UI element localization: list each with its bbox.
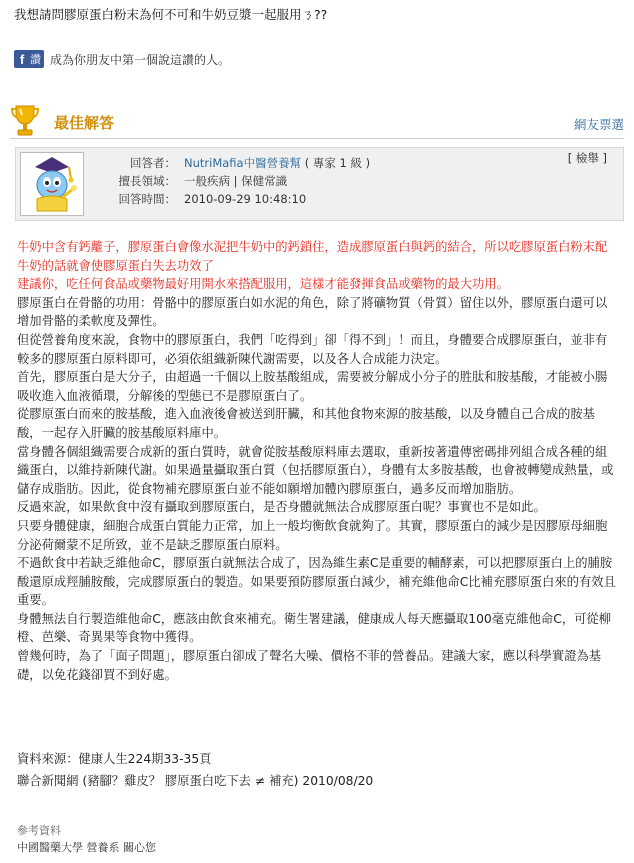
avatar[interactable] xyxy=(20,152,84,216)
answer-paragraph: 只要身體健康，細胞合成蛋白質能力正常，加上一般均衡飲食就夠了。其實，膠原蛋白的減少是因膠原母細胞分泌荷爾蒙不足所致，並不是缺乏膠原蛋白原料。 xyxy=(17,518,608,552)
answer-paragraph: 首先，膠原蛋白是大分子，由超過一千個以上胺基酸組成，需要被分解成小分子的胜肽和胺基酸，才能被小腸吸收進入血液循環，分解後的型態已不是膠原蛋白了。 xyxy=(17,370,608,403)
facebook-f-icon: f xyxy=(19,51,25,67)
answerer-meta xyxy=(106,154,370,208)
answerer-level: ( 專家 1 級 ) xyxy=(301,156,371,170)
source-line: 資料來源：健康人生224期33-35頁 xyxy=(17,752,212,766)
answer-paragraph: 身體無法自行製造維他命C，應該由飲食來補充。衛生署建議，健康成人每天應攝取100毫克維他命C，可從柳橙、芭樂、奇異果等食物中獲得。 xyxy=(17,611,612,645)
facebook-like-button[interactable] xyxy=(14,50,44,68)
answer-paragraph: 反過來說，如果飲食中沒有攝取到膠原蛋白，是否身體就無法合成膠原蛋白呢？事實也不是如此。 xyxy=(17,500,546,515)
answer-paragraph: 不過飲食中若缺乏維他命C，膠原蛋白就無法合成了，因為維生素C是重要的輔酵素，可以把膠原蛋白上的脯胺酸還原成羥脯胺酸，完成膠原蛋白的製造。如果要預防膠原蛋白減少，補充維他命C比補充膠原蛋白來的有效且重要。 xyxy=(17,556,616,608)
answer-red-paragraph: 建議你，吃任何食品或藥物最好用開水來搭配服用，這樣才能發揮食品或藥物的最大功用。 xyxy=(17,277,509,292)
answer-time-value: 2010-09-29 10:48:10 xyxy=(184,192,307,206)
answerer-label: 回答者： xyxy=(130,156,176,170)
answer-body xyxy=(17,238,619,684)
answer-paragraph: 當身體各個組織需要合成新的蛋白質時，就會從胺基酸原料庫去選取，重新按著遺傳密碼排列組合成各種的組織蛋白，以維持新陳代謝。如果過量攝取蛋白質（包括膠原蛋白），身體有太多胺基酸，也會被轉變成熱量，或儲存成脂肪。因此，從食物補充膠原蛋白並不能如願增加體內膠原蛋白，過多反而增加脂肪。 xyxy=(17,444,614,496)
answerer-row xyxy=(106,154,370,172)
facebook-like-label: 讚 xyxy=(30,53,41,66)
answer-time-row xyxy=(106,190,370,208)
facebook-share-text: 成為你朋友中第一個說這讚的人。 xyxy=(50,52,231,67)
answer-paragraph: 曾幾何時，為了「面子問題」，膠原蛋白卻成了聲名大噪、價格不菲的營養品。建議大家，應以科學實證為基礎，以免花錢卻買不到好處。 xyxy=(17,649,602,682)
facebook-like-area xyxy=(14,50,230,68)
question-text: 我想請問膠原蛋白粉末為何不可和牛奶豆漿一起服用ㄋ?? xyxy=(14,7,328,22)
reference-label: 參考資料 xyxy=(17,824,61,837)
answerer-value xyxy=(184,154,370,172)
expertise-value: 一般疾病 | 保健常識 xyxy=(184,174,288,188)
best-answer-title: 最佳解答 xyxy=(54,114,115,132)
best-answer-header xyxy=(10,103,624,139)
expertise-row xyxy=(106,172,370,190)
answerer-name-link[interactable]: NutriMafia中醫營養幫 xyxy=(184,156,302,170)
reference-value: 中國醫藥大學 營養系 關心您 xyxy=(17,841,156,854)
answer-paragraph: 膠原蛋白在骨骼的功用：骨骼中的膠原蛋白如水泥的角色，除了將礦物質（骨質）留住以外，膠原蛋白還可以增加骨骼的柔軟度及彈性。 xyxy=(17,295,608,329)
answer-red-paragraph: 牛奶中含有鈣離子，膠原蛋白會像水泥把牛奶中的鈣鎖住，造成膠原蛋白與鈣的結合，所以吃膠原蛋白粉末配牛奶的話就會使膠原蛋白失去功效了 xyxy=(17,240,608,273)
source-list xyxy=(17,748,373,792)
cartoon-avatar-icon xyxy=(21,153,83,215)
answer-paragraph: 但從營養角度來說，食物中的膠原蛋白，我們「吃得到」卻「得不到」！而且，身體要合成膠原蛋白，並非有較多的膠原蛋白原料即可，必須依組織新陳代謝需要，以及各人合成能力決定。 xyxy=(17,332,608,366)
source-line: 聯合新聞網 (豬腳？雞皮？ 膠原蛋白吃下去 ≠ 補充) 2010/08/20 xyxy=(17,774,374,788)
netizen-vote-link[interactable]: 網友票選 xyxy=(573,117,624,132)
answerer-info-box xyxy=(15,147,624,221)
answer-paragraph: 從膠原蛋白而來的胺基酸，進入血液後會被送到肝臟，和其他食物來源的胺基酸，以及身體自己合成的胺基酸，一起存入肝臟的胺基酸原料庫中。 xyxy=(17,407,595,440)
trophy-icon xyxy=(10,103,40,137)
report-link[interactable]: [ 檢舉 ] xyxy=(567,151,607,165)
expertise-label: 擅長領域： xyxy=(118,174,176,188)
answer-time-label: 回答時間： xyxy=(118,192,176,206)
